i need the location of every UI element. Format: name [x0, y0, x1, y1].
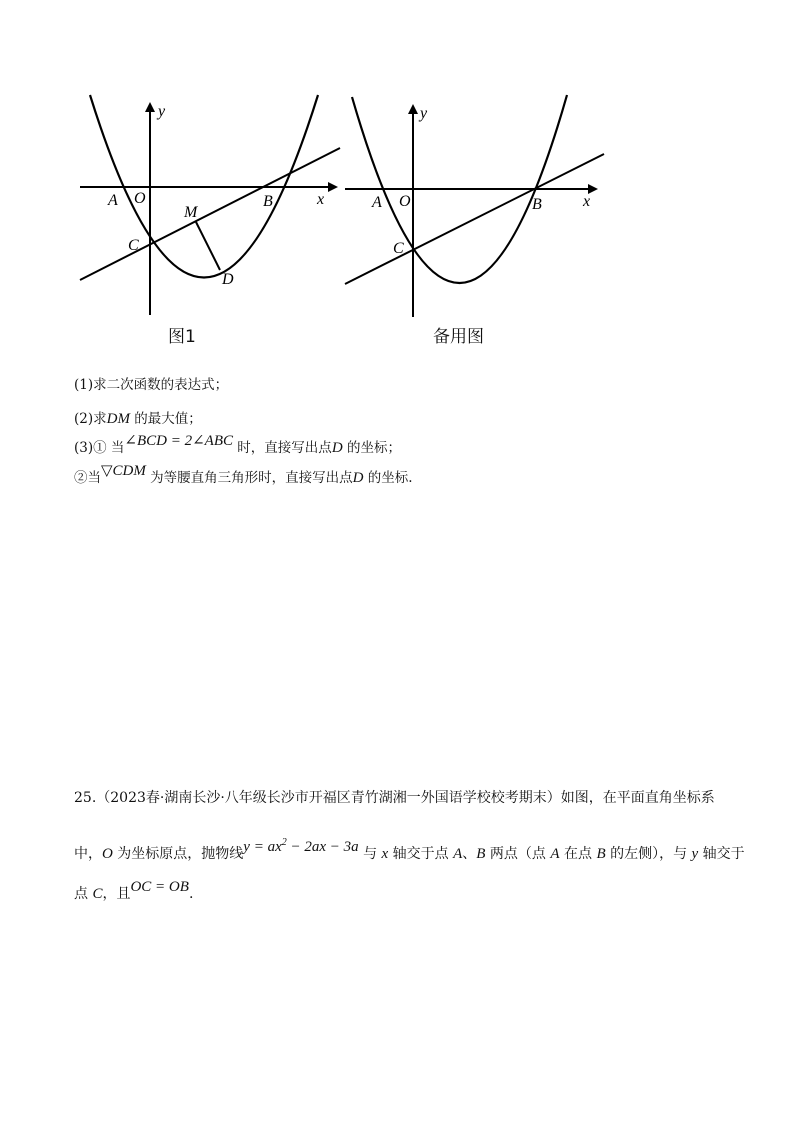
question-3b-prefix: ②当: [74, 470, 101, 486]
question-2-suffix: 的最大值；: [129, 411, 202, 427]
question-3b-point: D: [352, 470, 364, 486]
label-o: O: [134, 190, 146, 207]
text-segment: ，且: [102, 886, 131, 902]
label-b: B: [263, 193, 273, 210]
problem-25-line-3: [74, 879, 194, 904]
figure-1: [70, 90, 345, 320]
text-segment: 、: [462, 846, 477, 862]
equation-exponent: 2: [281, 837, 287, 848]
problem-25-line-1-text: 25.（2023春·湖南长沙·八年级长沙市开福区青竹湖湘一外国语学校校考期末）如图，在平面直角坐标系: [74, 790, 715, 806]
figure-1-graph: [70, 90, 345, 320]
y-arrow-icon: [408, 104, 418, 114]
label-x: x: [317, 191, 325, 208]
text-segment: 两点（点: [485, 846, 551, 862]
point-c: C: [92, 886, 103, 902]
text-segment: 与: [358, 846, 382, 862]
label-a: A: [372, 194, 382, 211]
label-a: A: [108, 192, 118, 209]
text-segment: .: [188, 886, 194, 902]
question-3: [74, 433, 401, 458]
var-y: y: [691, 846, 699, 862]
point-a: A: [550, 846, 560, 862]
problem-25-line-2: [74, 837, 745, 864]
figure-2-caption: 备用图: [433, 327, 484, 347]
question-3-suffix: 的坐标；: [342, 440, 401, 456]
label-c: C: [393, 240, 404, 257]
point-a: A: [453, 846, 463, 862]
oc-ob-equation: OC = OB: [130, 879, 189, 895]
question-3b-suffix: 的坐标.: [363, 470, 413, 486]
label-b: B: [532, 196, 542, 213]
question-1: [74, 375, 228, 395]
point-b: B: [476, 846, 486, 862]
figure-2-graph: [340, 90, 615, 320]
text-segment: 点: [74, 886, 93, 902]
label-y: y: [158, 103, 166, 120]
label-d: D: [222, 271, 234, 288]
label-m: M: [184, 204, 198, 221]
text-segment: 为坐标原点，抛物线: [112, 846, 244, 862]
question-3b-mid: 为等腰直角三角形时，直接写出点: [145, 470, 353, 486]
figure-1-caption: 图1: [168, 327, 196, 347]
point-b: B: [596, 846, 606, 862]
question-2-prefix: (2)求: [74, 411, 107, 427]
question-2-math: DM: [106, 411, 130, 427]
question-3-point: D: [331, 440, 343, 456]
equation-part: − 2ax − 3a: [286, 839, 359, 855]
question-3-prefix: (3)① 当: [74, 440, 125, 456]
text-segment: 中，: [74, 846, 102, 862]
text-segment: 在点: [559, 846, 597, 862]
parabola-equation: [243, 839, 358, 855]
label-y: y: [420, 105, 428, 122]
question-2: [74, 409, 202, 429]
segment-dm: [196, 222, 220, 270]
label-o: O: [399, 193, 411, 210]
y-arrow-icon: [145, 102, 155, 112]
label-c: C: [128, 237, 139, 254]
text-segment: 轴交于: [698, 846, 745, 862]
figure-2: [340, 90, 615, 320]
question-1-text: (1)求二次函数的表达式；: [74, 377, 229, 393]
line-bc: [345, 154, 604, 284]
var-x: x: [381, 846, 389, 862]
label-x: x: [583, 193, 591, 210]
x-arrow-icon: [328, 182, 338, 192]
point-o: O: [102, 846, 113, 862]
equation-part: y = ax: [243, 839, 282, 855]
text-segment: 的左侧），与: [605, 846, 692, 862]
text-segment: 轴交于点: [388, 846, 454, 862]
question-3b-math: ▽CDM: [101, 463, 146, 479]
question-3-mid: 时，直接写出点: [233, 440, 332, 456]
question-3-math: ∠BCD = 2∠ABC: [124, 433, 234, 449]
line-bc: [80, 148, 340, 280]
problem-25-line-1: [74, 788, 715, 808]
question-3b: [74, 463, 413, 488]
